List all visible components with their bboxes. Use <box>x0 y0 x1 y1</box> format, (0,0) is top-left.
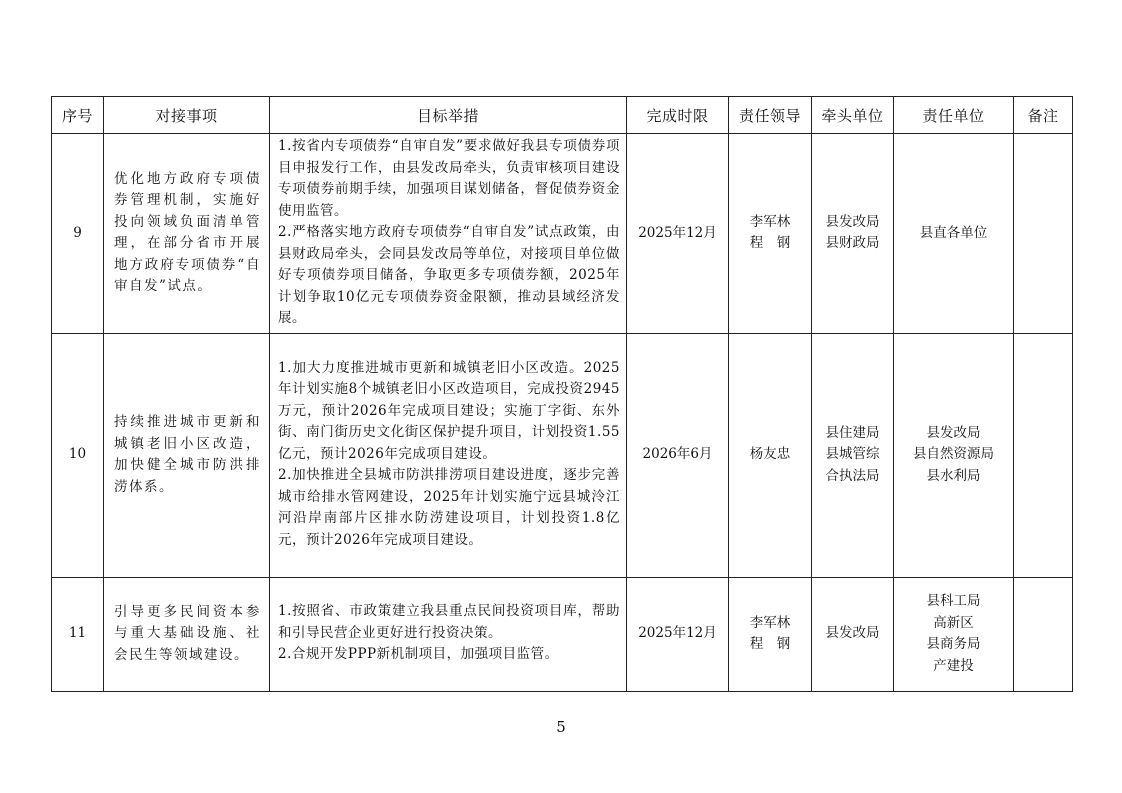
task-table <box>51 96 1073 692</box>
measure-line: 2.加快推进全县城市防洪排涝项目建设进度，逐步完善城市给排水管网建设，2025年计划实施宁远县城泠江河沿岸南部片区排水防涝建设项目，计划投资1.8亿元，预计2026年完成项目建设。 <box>278 467 620 548</box>
row-remark <box>1014 333 1073 577</box>
row-measures <box>270 577 627 691</box>
header-leader: 责任领导 <box>729 97 812 134</box>
leader-name: 杨友忠 <box>749 446 791 463</box>
row-no: 10 <box>52 333 104 577</box>
lead-unit: 县发改局 <box>825 213 880 230</box>
measure-line: 1.加大力度推进城市更新和城镇老旧小区改造。2025年计划实施8个城镇老旧小区改造项目，完成投资2945万元，预计2026年完成项目建设；实施丁字街、东外街、南门街历史文化街区保护提升项目，计划投资1.55亿元，预计2026年完成项目建设。 <box>278 359 620 462</box>
resp-unit: 县自然资源局 <box>913 446 994 463</box>
row-item: 优化地方政府专项债券管理机制，实施好投向领域负面清单管理，在部分省市开展地方政府专项债券“自审自发”试点。 <box>104 134 270 334</box>
header-lead-unit: 牵头单位 <box>812 97 894 134</box>
row-resp-units <box>894 577 1014 691</box>
row-lead-units <box>812 577 894 691</box>
row-remark <box>1014 577 1073 691</box>
row-resp-units <box>894 333 1014 577</box>
row-resp-units <box>894 134 1014 334</box>
row-item: 持续推进城市更新和城镇老旧小区改造，加快健全城市防洪排涝体系。 <box>104 333 270 577</box>
measure-line: 1.按省内专项债券“自审自发”要求做好我县专项债券项目申报发行工作，由县发改局牵头，负责审核项目建设专项债券前期手续，加强项目谋划储备，督促债券资金使用监管。 <box>278 138 620 219</box>
row-deadline: 2025年12月 <box>627 134 729 334</box>
row-no: 11 <box>52 577 104 691</box>
row-lead-units <box>812 333 894 577</box>
header-no: 序号 <box>52 97 104 134</box>
header-deadline: 完成时限 <box>627 97 729 134</box>
row-measures <box>270 134 627 334</box>
row-remark <box>1014 134 1073 334</box>
header-row <box>52 97 1073 134</box>
row-no: 9 <box>52 134 104 334</box>
resp-unit: 县直各单位 <box>919 224 988 241</box>
row-leaders <box>729 134 812 334</box>
row-deadline: 2025年12月 <box>627 577 729 691</box>
measure-line: 1.按照省、市政策建立我县重点民间投资项目库，帮助和引导民营企业更好进行投资决策。 <box>278 603 620 641</box>
resp-unit: 县发改局 <box>926 424 981 441</box>
lead-unit: 县城管综 <box>825 446 880 463</box>
resp-unit: 高新区 <box>933 614 974 631</box>
leader-name: 程 钢 <box>749 636 791 652</box>
lead-unit: 县住建局 <box>825 424 880 441</box>
measure-line: 2.合规开发PPP新机制项目，加强项目监管。 <box>278 646 559 663</box>
leader-name: 程 钢 <box>749 235 791 252</box>
header-resp-unit: 责任单位 <box>894 97 1014 134</box>
leader-name: 李军林 <box>749 614 791 631</box>
resp-unit: 县科工局 <box>926 593 981 609</box>
row-leaders <box>729 333 812 577</box>
lead-unit: 县财政局 <box>825 235 880 252</box>
table-row <box>52 333 1073 577</box>
header-measures: 目标举措 <box>270 97 627 134</box>
resp-unit: 县商务局 <box>926 636 981 652</box>
lead-unit: 合执法局 <box>825 467 880 484</box>
row-item: 引导更多民间资本参与重大基础设施、社会民生等领域建设。 <box>104 577 270 691</box>
resp-unit: 县水利局 <box>926 467 981 484</box>
page-number: 5 <box>556 718 566 736</box>
table-row <box>52 134 1073 334</box>
row-leaders <box>729 577 812 691</box>
leader-name: 李军林 <box>749 213 791 230</box>
table-row <box>52 577 1073 691</box>
row-lead-units <box>812 134 894 334</box>
header-remark: 备注 <box>1014 97 1073 134</box>
lead-unit: 县发改局 <box>825 625 880 642</box>
row-deadline: 2026年6月 <box>627 333 729 577</box>
resp-unit: 产建投 <box>933 657 974 674</box>
measure-line: 2.严格落实地方政府专项债券“自审自发”试点政策，由县财政局牵头，会同县发改局等单位，对接项目单位做好专项债券项目储备，争取更多专项债券额，2025年计划争取10亿元专项债券资金限额，推动县域经济发展。 <box>278 224 620 326</box>
row-measures <box>270 333 627 577</box>
header-item: 对接事项 <box>104 97 270 134</box>
